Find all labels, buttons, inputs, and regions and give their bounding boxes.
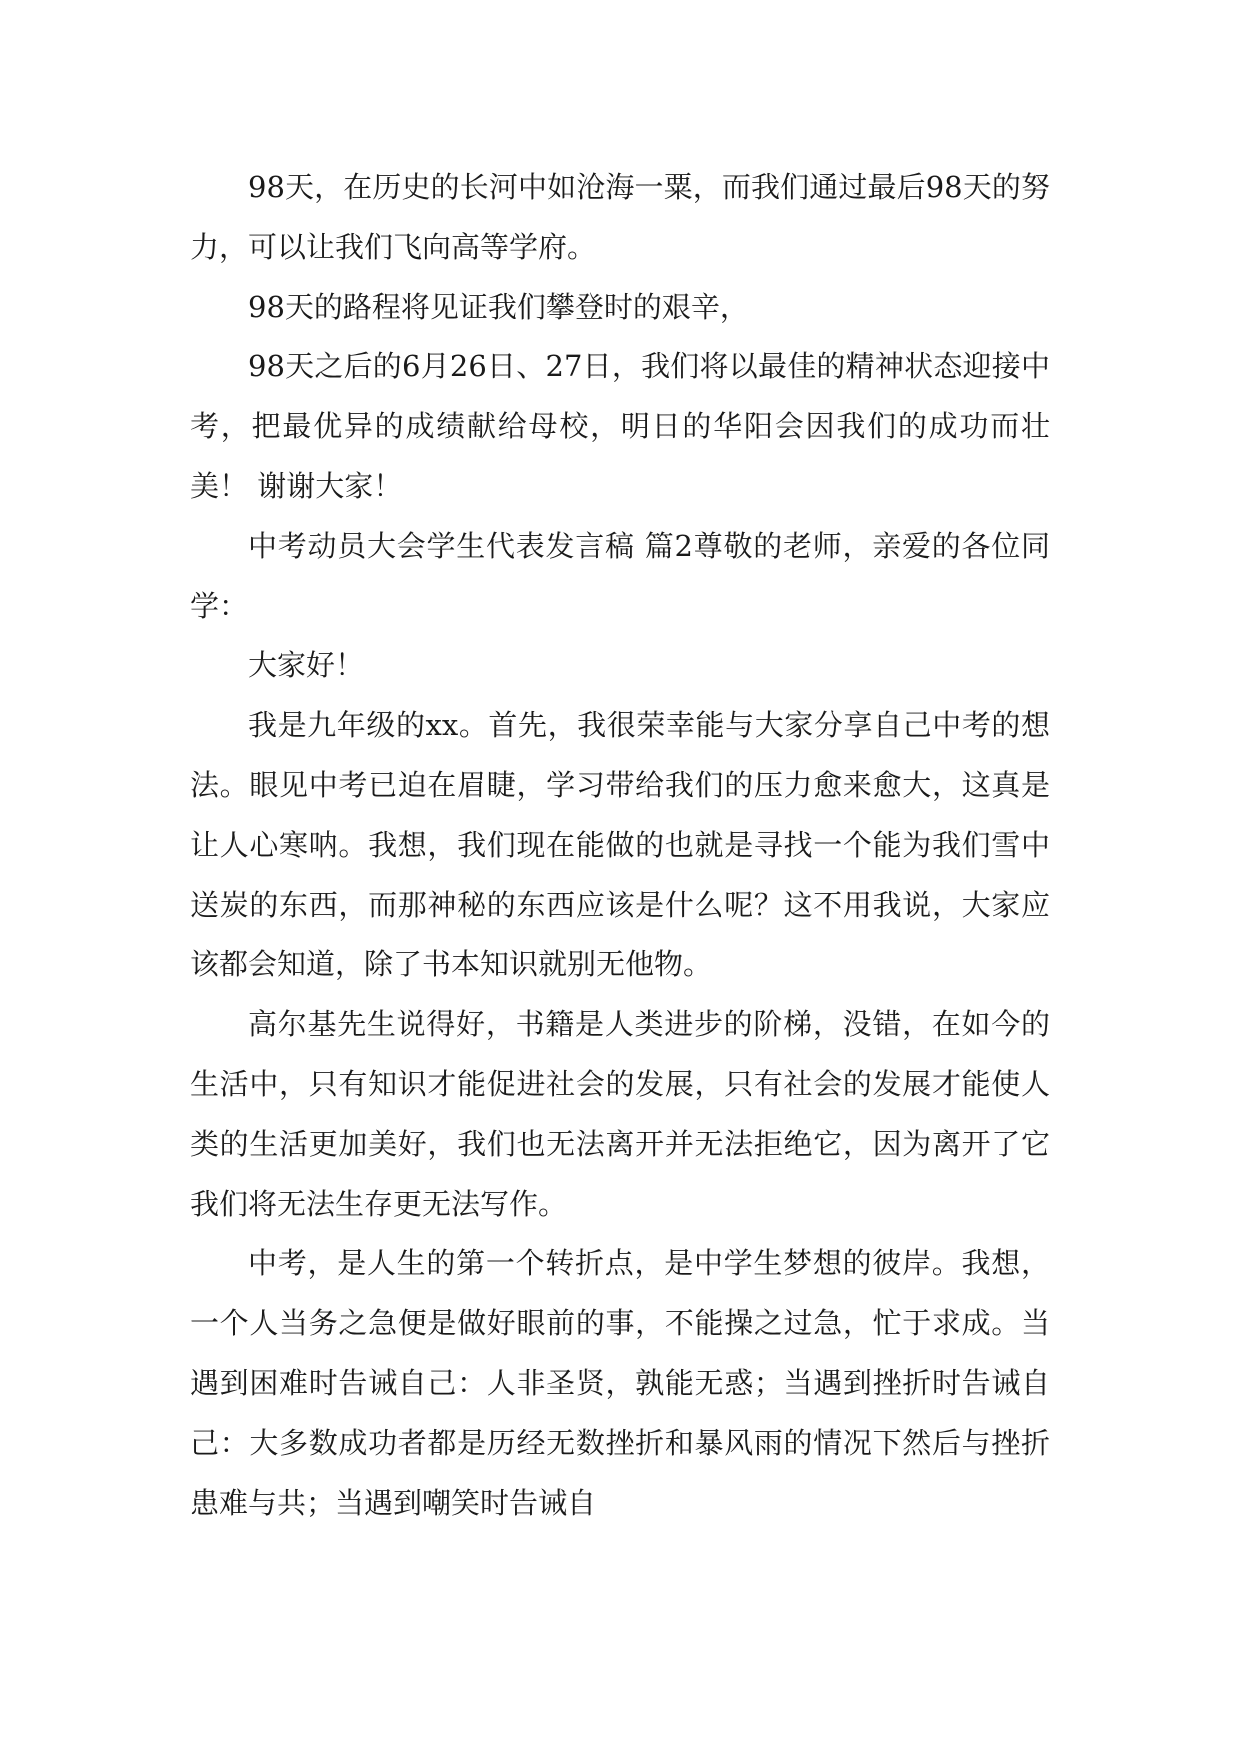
paragraph: 98天，在历史的长河中如沧海一粟，而我们通过最后98天的努力，可以让我们飞向高等学府。 (190, 170, 1050, 264)
paragraph: 中考，是人生的第一个转折点，是中学生梦想的彼岸。我想，一个人当务之急便是做好眼前的事，不能操之过急，忙于求成。当遇到困难时告诫自己：人非圣贤，孰能无惑；当遇到挫折时告诫自己：大多数成功者都是历经无数挫折和暴风雨的情况下然后与挫折患难与共；当遇到嘲笑时告诫自 (190, 1246, 1050, 1520)
paragraph: 高尔基先生说得好，书籍是人类进步的阶梯，没错，在如今的生活中，只有知识才能促进社会的发展，只有社会的发展才能使人类的生活更加美好，我们也无法离开并无法拒绝它，因为离开了它我们将无法生存更无法写作。 (190, 1007, 1050, 1221)
paragraph: 我是九年级的xx。首先，我很荣幸能与大家分享自己中考的想法。眼见中考已迫在眉睫，学习带给我们的压力愈来愈大，这真是让人心寒呐。我想，我们现在能做的也就是寻找一个能为我们雪中送炭的东西，而那神秘的东西应该是什么呢？这不用我说，大家应该都会知道，除了书本知识就别无他物。 (190, 708, 1050, 982)
document-body (190, 158, 1050, 1533)
paragraph: 98天之后的6月26日、27日，我们将以最佳的精神状态迎接中考，把最优异的成绩献给母校，明日的华阳会因我们的成功而壮美！ 谢谢大家！ (190, 349, 1050, 503)
paragraph-heading: 中考动员大会学生代表发言稿 篇2尊敬的老师，亲爱的各位同学： (190, 528, 1050, 623)
paragraph: 98天的路程将见证我们攀登时的艰辛， (248, 289, 749, 324)
paragraph: 大家好！ (248, 648, 365, 683)
